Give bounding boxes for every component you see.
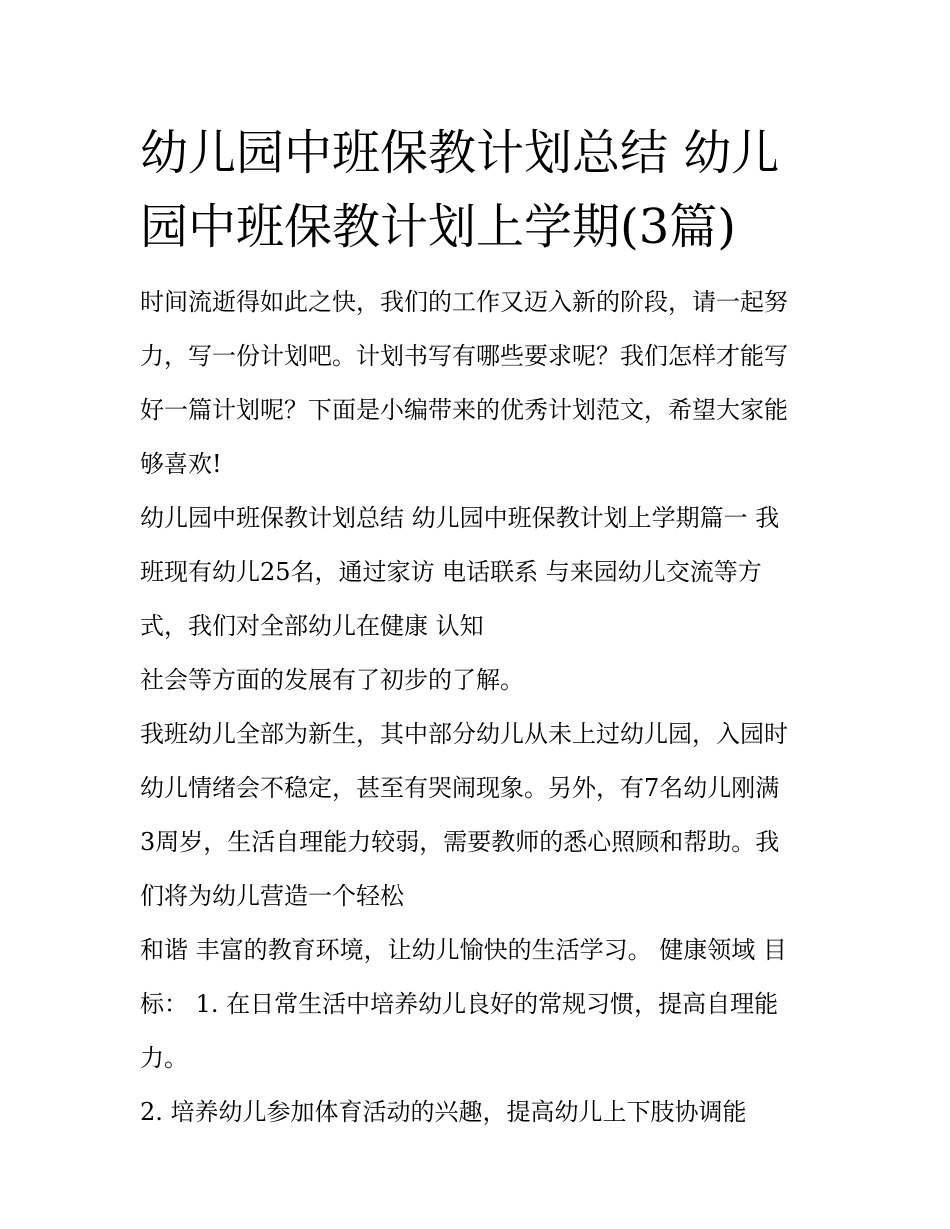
body-line-13: 和谐 丰富的教育环境，让幼儿愉快的生活学习。 健康领域 目 bbox=[140, 936, 787, 964]
body-line-2: 力，写一份计划吧。计划书写有哪些要求呢？我们怎样才能写 bbox=[140, 342, 788, 370]
body-line-14: 标： 1. 在日常生活中培养幼儿良好的常规习惯，提高自理能 bbox=[140, 990, 779, 1018]
body-line-16: 2. 培养幼儿参加体育活动的兴趣，提高幼儿上下肢协调能 bbox=[140, 1098, 747, 1126]
title-line-1: 幼儿园中班保教计划总结 幼儿 bbox=[140, 125, 780, 181]
body-line-7: 式，我们对全部幼儿在健康 认知 bbox=[140, 612, 484, 640]
document-body bbox=[140, 275, 820, 1139]
body-line-6: 班现有幼儿25名，通过家访 电话联系 与来园幼儿交流等方 bbox=[140, 558, 762, 586]
body-line-12: 们将为幼儿营造一个轻松 bbox=[140, 882, 404, 910]
title-line-2: 园中班保教计划上学期(3篇) bbox=[140, 199, 736, 255]
body-line-1: 时间流逝得如此之快，我们的工作又迈入新的阶段，请一起努 bbox=[140, 288, 788, 316]
document-title bbox=[140, 116, 820, 264]
body-line-5: 幼儿园中班保教计划总结 幼儿园中班保教计划上学期篇一 我 bbox=[140, 504, 780, 532]
body-line-9: 我班幼儿全部为新生，其中部分幼儿从未上过幼儿园，入园时 bbox=[140, 720, 788, 748]
body-line-8: 社会等方面的发展有了初步的了解。 bbox=[140, 666, 524, 694]
body-line-3: 好一篇计划呢？下面是小编带来的优秀计划范文，希望大家能 bbox=[140, 396, 788, 424]
body-line-4: 够喜欢! bbox=[140, 450, 222, 478]
body-line-15: 力。 bbox=[140, 1044, 188, 1072]
body-line-11: 3周岁，生活自理能力较弱，需要教师的悉心照顾和帮助。我 bbox=[140, 828, 780, 856]
body-line-10: 幼儿情绪会不稳定，甚至有哭闹现象。另外，有7名幼儿刚满 bbox=[140, 774, 780, 802]
